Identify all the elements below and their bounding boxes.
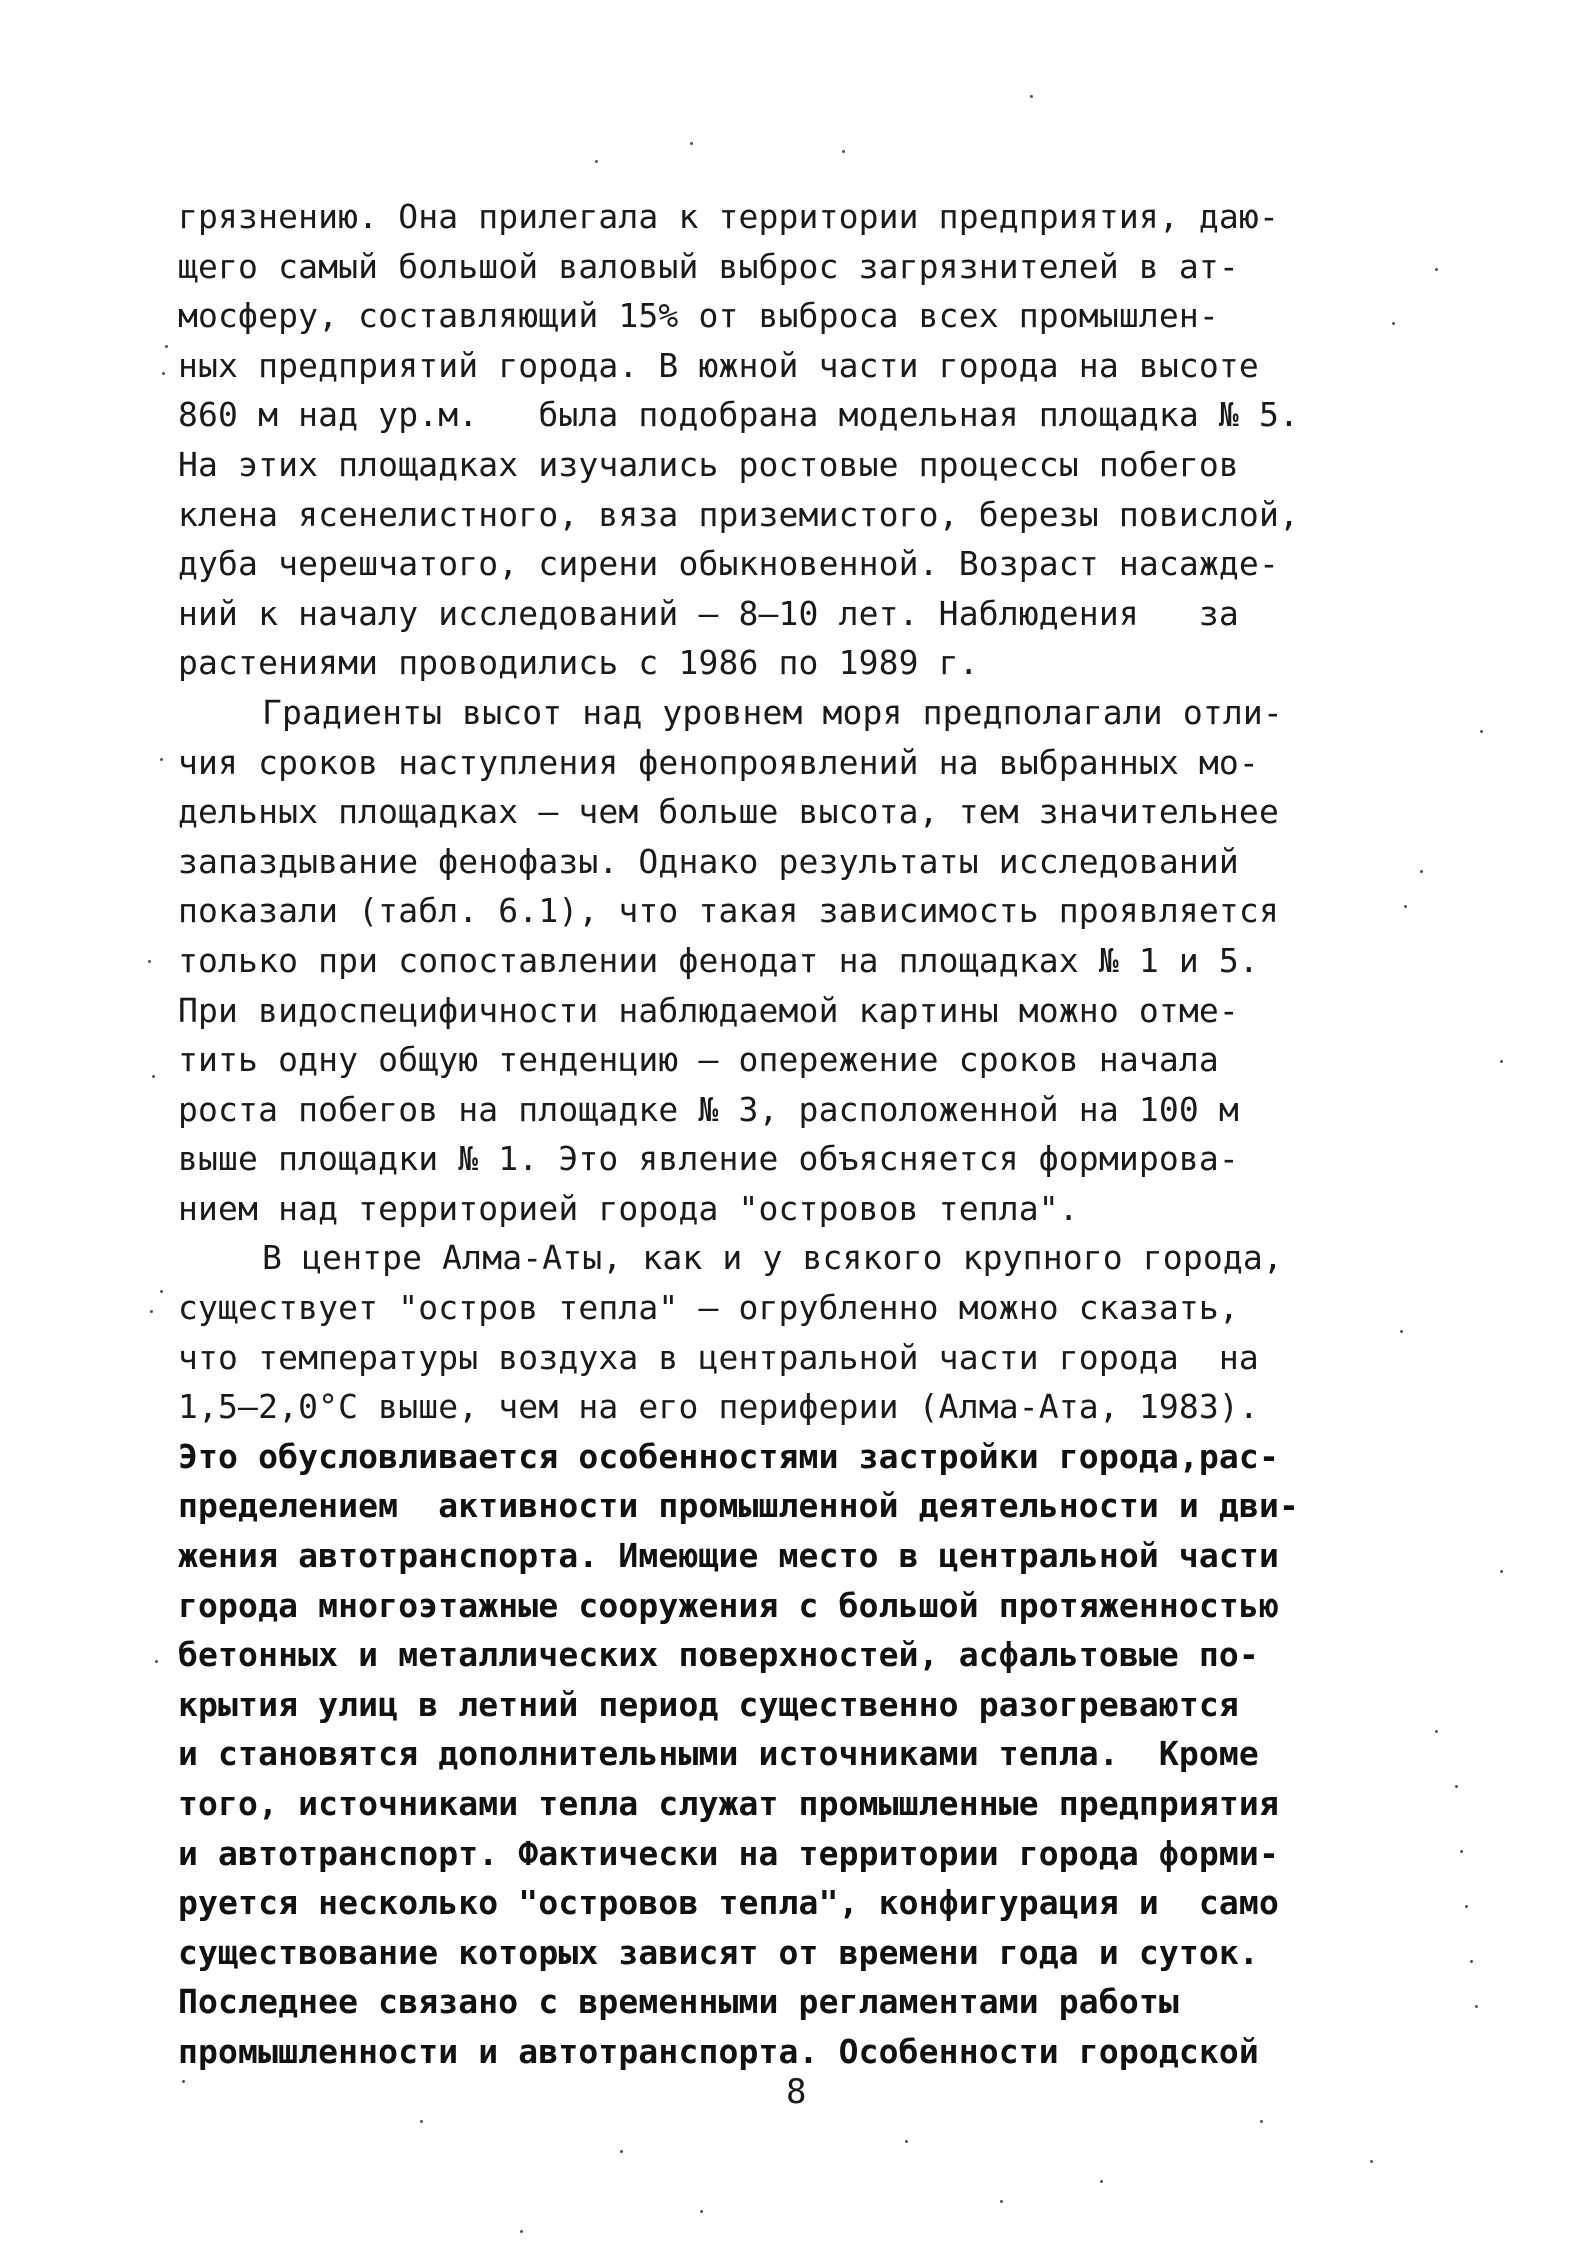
text-line: 1,5–2,0°С выше, чем на его периферии (Алма-Ата, 1983). — [178, 1387, 1259, 1427]
text-line: грязнению. Она прилегала к территории предприятия, даю- — [178, 197, 1279, 236]
scan-speck — [1370, 2160, 1373, 2163]
scan-speck — [160, 1290, 163, 1293]
scan-speck — [1420, 870, 1423, 873]
text-line: Это обусловливается особенностями застройки города,рас- — [178, 1436, 1279, 1476]
text-line: тить одну общую тенденцию – опережение сроков начала — [178, 1040, 1219, 1080]
text-line: щего самый большой валовый выброс загрязнителей в ат- — [178, 246, 1239, 286]
text-line: и становятся дополнительными источниками тепла. Кроме — [178, 1734, 1259, 1774]
text-line: 860 м над ур.м. была подобрана модельная площадка № 5. — [178, 395, 1299, 435]
text-line: жения автотранспорта. Имеющие место в центральной части — [178, 1536, 1279, 1576]
scan-speck — [1100, 2180, 1103, 2183]
scan-speck — [1500, 1060, 1503, 1063]
scan-speck — [1475, 2005, 1478, 2008]
text-line: Последнее связано с временными регламентами работы — [178, 1982, 1179, 2022]
text-line: Градиенты высот над уровнем моря предполагали отли- — [262, 692, 1283, 732]
scan-speck — [1400, 1330, 1403, 1333]
scan-speck — [165, 345, 168, 348]
text-line: При видоспецифичности наблюдаемой картины можно отме- — [178, 990, 1239, 1030]
text-line: выше площадки № 1. Это явление объясняется формирова- — [178, 1139, 1239, 1179]
text-line: существует "остров тепла" – огрубленно можно сказать, — [178, 1288, 1239, 1328]
scan-speck — [1392, 322, 1395, 325]
text-line: В центре Алма-Аты, как и у всякого крупного города, — [262, 1238, 1283, 1278]
scan-speck — [1404, 905, 1407, 908]
text-line: ных предприятий города. В южной части города на высоте — [178, 345, 1259, 385]
scan-speck — [690, 142, 693, 145]
text-line: того, источниками тепла служат промышленные предприятия — [178, 1784, 1279, 1823]
scan-speck — [1000, 2200, 1003, 2203]
text-line: мосферу, составляющий 15% от выброса всех промышлен- — [178, 296, 1219, 336]
text-line: города многоэтажные сооружения с большой протяженностью — [178, 1585, 1279, 1625]
text-line: крытия улиц в летний период существенно разогреваются — [178, 1684, 1239, 1724]
text-line: что температуры воздуха в центральной части города на — [178, 1337, 1259, 1377]
scan-speck — [1030, 95, 1033, 98]
scan-speck — [148, 960, 151, 963]
scan-speck — [152, 1075, 155, 1078]
scan-speck — [700, 2210, 703, 2213]
text-line: руется несколько "островов тепла", конфигурация и само — [178, 1883, 1279, 1923]
scan-speck — [595, 160, 598, 163]
scan-speck — [1480, 730, 1483, 733]
text-line: роста побегов на площадке № 3, расположенной на 100 м — [178, 1089, 1239, 1129]
scan-speck — [1260, 2120, 1263, 2123]
scan-speck — [1435, 1730, 1438, 1733]
text-line: чия сроков наступления фенопроявлений на выбранных мо- — [178, 742, 1259, 782]
text-line: и автотранспорт. Фактически на территории города форми- — [178, 1833, 1279, 1873]
text-line: растениями проводились с 1986 по 1989 г. — [178, 643, 979, 683]
scan-speck — [160, 758, 163, 761]
text-line: только при сопоставлении фенодат на площадках № 1 и 5. — [178, 940, 1259, 980]
body-text — [178, 192, 1518, 2077]
page-number: 8 — [786, 2072, 807, 2112]
text-line: клена ясенелистного, вяза приземистого, березы повислой, — [178, 494, 1299, 534]
scan-speck — [842, 150, 845, 153]
text-line: дуба черешчатого, сирени обыкновенной. Возраст насажде- — [178, 544, 1279, 584]
scan-speck — [420, 2120, 423, 2123]
scan-speck — [1500, 1570, 1503, 1573]
text-line: запаздывание фенофазы. Однако результаты исследований — [178, 841, 1239, 881]
text-line: показали (табл. 6.1), что такая зависимость проявляется — [178, 891, 1279, 931]
scan-speck — [1470, 1960, 1473, 1963]
text-line: пределением активности промышленной деятельности и дви- — [178, 1486, 1299, 1526]
scan-speck — [1465, 1905, 1468, 1908]
scan-speck — [162, 372, 165, 375]
text-line: На этих площадках изучались ростовые процессы побегов — [178, 444, 1239, 484]
text-line: существование которых зависят от времени года и суток. — [178, 1932, 1259, 1972]
text-line: дельных площадках – чем больше высота, тем значительнее — [178, 792, 1279, 832]
text-line: ний к началу исследований – 8–10 лет. Наблюдения за — [178, 593, 1239, 633]
scan-speck — [182, 2080, 185, 2083]
text-line: промышленности и автотранспорта. Особенности городской — [178, 2031, 1259, 2071]
scan-speck — [620, 2150, 623, 2153]
scan-speck — [155, 1660, 158, 1663]
text-line: бетонных и металлических поверхностей, асфальтовые по- — [178, 1635, 1259, 1675]
scan-speck — [1455, 1785, 1458, 1788]
scan-speck — [1435, 268, 1438, 271]
scan-speck — [1460, 1850, 1463, 1853]
text-line: нием над территорией города "островов тепла". — [178, 1188, 1079, 1228]
scan-speck — [150, 1310, 153, 1313]
scan-speck — [905, 2140, 908, 2143]
scan-speck — [520, 2230, 523, 2233]
